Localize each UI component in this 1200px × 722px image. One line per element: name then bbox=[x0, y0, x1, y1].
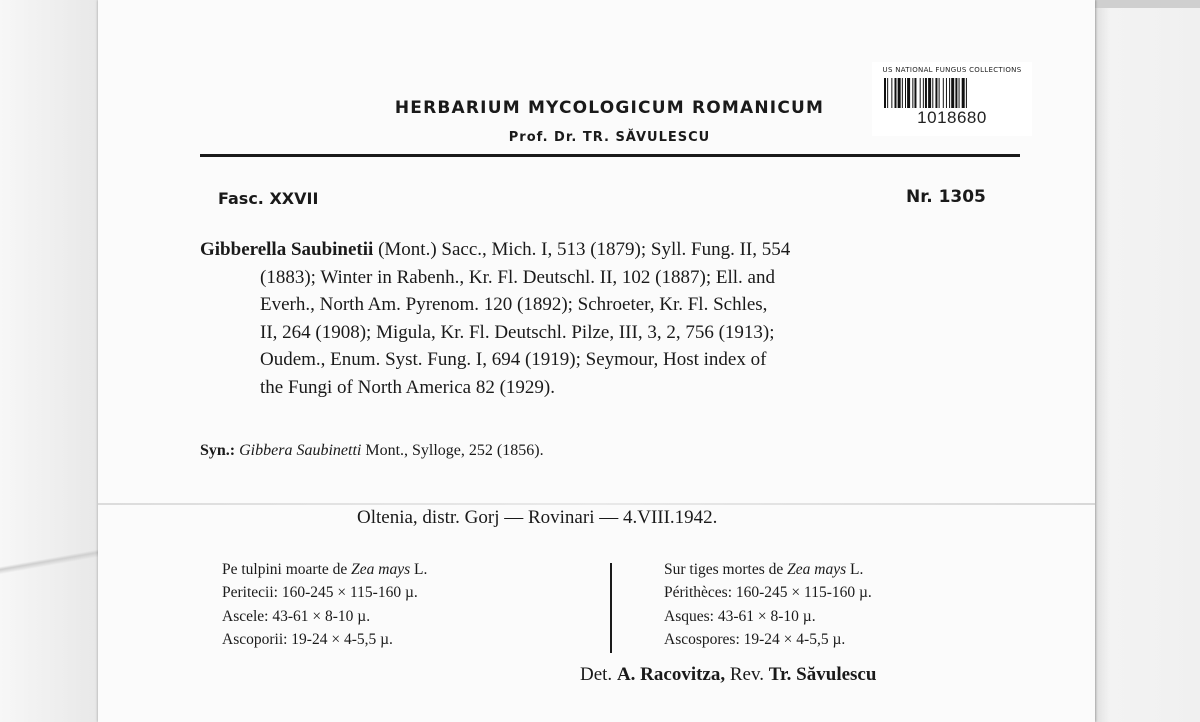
right-sheet-shadow bbox=[1095, 0, 1200, 8]
romanian-perithecia: Peritecii: 160-245 × 115-160 µ. bbox=[222, 584, 418, 602]
romanian-substrate-prefix: Pe tulpini moarte de bbox=[222, 561, 348, 578]
citation-line-4: II, 264 (1908); Migula, Kr. Fl. Deutschl. Pilze, III, 3, 2, 756 (1913); bbox=[260, 321, 775, 343]
citation-line-3: Everh., North Am. Pyrenom. 120 (1892); Schroeter, Kr. Fl. Schles, bbox=[260, 294, 768, 315]
citation-line-5: Oudem., Enum. Syst. Fung. I, 694 (1919); Seymour, Host index of bbox=[260, 349, 767, 370]
citation-line-1-rest: (Mont.) Sacc., Mich. I, 513 (1879); Syll. Fung. II, 554 bbox=[378, 239, 791, 260]
herbarium-curator: Prof. Dr. TR. SĂVULESCU bbox=[508, 130, 711, 145]
exsiccata-number: Nr. 1305 bbox=[906, 187, 986, 207]
synonym-name: Gibbera Saubinetti bbox=[239, 442, 362, 459]
taxon-citation bbox=[200, 236, 1030, 401]
french-asci: Asques: 43-61 × 8-10 µ. bbox=[664, 607, 816, 625]
french-ascospores: Ascospores: 19-24 × 4-5,5 µ. bbox=[664, 630, 846, 648]
synonym-reference: Mont., Sylloge, 252 (1856). bbox=[365, 442, 544, 459]
label-fold-line bbox=[98, 503, 1095, 505]
column-divider bbox=[610, 563, 612, 653]
taxon-name: Gibberella Saubinetii bbox=[200, 239, 374, 260]
left-paper-edge bbox=[0, 0, 98, 722]
romanian-host: Zea mays bbox=[351, 561, 411, 578]
romanian-asci: Ascele: 43-61 × 8-10 µ. bbox=[222, 607, 371, 625]
description-french bbox=[664, 558, 872, 651]
header-rule bbox=[200, 154, 1020, 157]
reviser-name: Tr. Săvulescu bbox=[768, 664, 877, 685]
french-substrate-prefix: Sur tiges mortes de bbox=[664, 561, 784, 578]
barcode-number: 1018680 bbox=[917, 108, 987, 127]
left-paper-crease bbox=[0, 540, 110, 580]
french-perithecia: Périthèces: 160-245 × 115-160 µ. bbox=[664, 584, 872, 602]
french-host-author: L. bbox=[849, 561, 864, 578]
synonym-line bbox=[200, 442, 544, 460]
barcode-sticker bbox=[872, 62, 1032, 136]
determiner-name: A. Racovitza, bbox=[616, 664, 726, 685]
right-paper-edge bbox=[1090, 0, 1200, 722]
collection-locality: Oltenia, distr. Gorj — Rovinari — 4.VIII.1942. bbox=[357, 507, 718, 528]
romanian-ascospores: Ascoporii: 19-24 × 4-5,5 µ. bbox=[222, 630, 393, 648]
barcode-icon bbox=[884, 78, 1020, 108]
determination-line bbox=[580, 664, 876, 686]
romanian-substrate bbox=[222, 558, 427, 581]
french-host: Zea mays bbox=[787, 561, 847, 578]
citation-line-6: the Fungi of North America 82 (1929). bbox=[260, 376, 555, 398]
citation-line-1 bbox=[200, 236, 1030, 264]
synonym-prefix: Syn.: bbox=[200, 442, 236, 459]
herbarium-title: HERBARIUM MYCOLOGICUM ROMANICUM bbox=[394, 98, 825, 118]
rev-prefix: Rev. bbox=[729, 664, 764, 685]
fascicle-number: Fasc. XXVII bbox=[218, 189, 319, 208]
french-substrate bbox=[664, 558, 872, 581]
citation-line-2: (1883); Winter in Rabenh., Kr. Fl. Deutschl. II, 102 (1887); Ell. and bbox=[260, 266, 775, 288]
description-romanian bbox=[222, 558, 427, 651]
romanian-host-author: L. bbox=[414, 561, 428, 578]
barcode-caption: US NATIONAL FUNGUS COLLECTIONS bbox=[882, 66, 1022, 74]
det-prefix: Det. bbox=[580, 664, 613, 685]
